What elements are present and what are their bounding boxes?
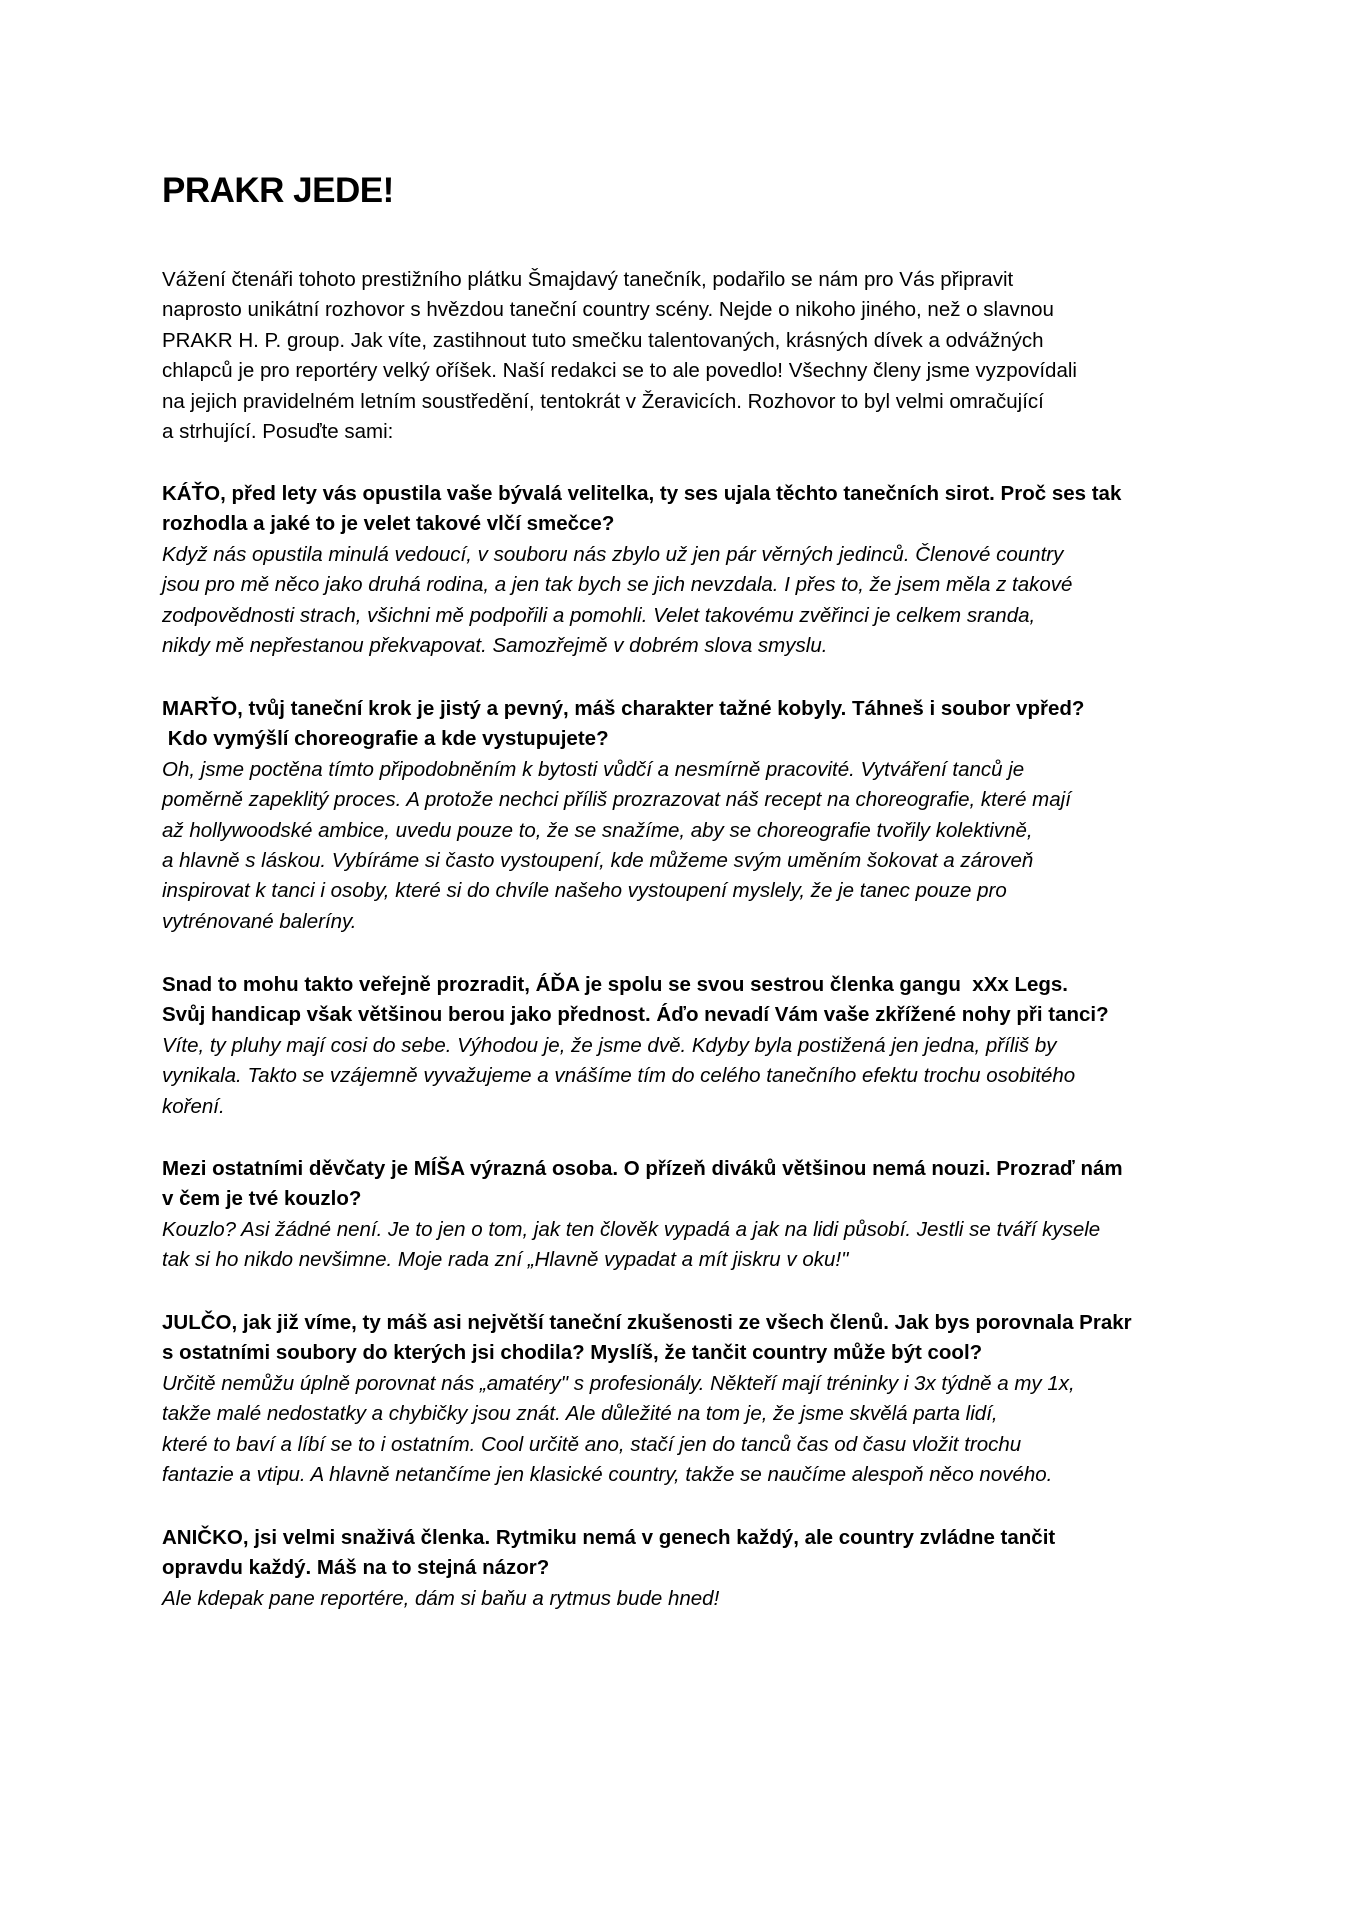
question-line: opravdu každý. Máš na to stejná názor? [162,1556,550,1580]
answer-line: Ale kdepak pane reportére, dám si baňu a rytmus bude hned! [162,1586,720,1610]
answer [162,755,1222,937]
answer [162,540,1222,662]
interview-section-6 [162,1523,1222,1614]
question [162,970,1222,1031]
interview-section-1 [162,479,1222,661]
answer-line: nikdy mě nepřestanou překvapovat. Samozřejmě v dobrém slova smyslu. [162,633,828,657]
answer-line: vynikala. Takto se vzájemně vyvažujeme a vnášíme tím do celého tanečního efektu trochu osobitého [162,1064,1076,1088]
question [162,1523,1222,1584]
answer-line: které to baví a líbí se to i ostatním. Cool určitě ano, stačí jen do tanců čas od času vložit trochu [162,1432,1022,1456]
document-title: PRAKR JEDE! [162,171,394,210]
answer [162,1031,1222,1122]
intro-paragraph [162,265,1222,447]
question-line: s ostatními soubory do kterých jsi chodila? Myslíš, že tančit country může být cool? [162,1341,983,1365]
answer-line: koření. [162,1094,225,1118]
intro-line: na jejich pravidelném letním soustředění, tentokrát v Žeravicích. Rozhovor to byl velmi omračující [162,389,1044,413]
intro-line: chlapců je pro reportéry velký oříšek. Naší redakci se to ale povedlo! Všechny členy jsme vyzpovídali [162,359,1077,383]
intro-line: PRAKR H. P. group. Jak víte, zastihnout tuto smečku talentovaných, krásných dívek a odvážných [162,328,1044,352]
answer-line: zodpovědnosti strach, všichni mě podpořili a pomohli. Velet takovému zvěřinci je celkem sranda, [162,603,1036,627]
answer-line: jsou pro mě něco jako druhá rodina, a jen tak bych se jich nevzdala. I přes to, že jsem měla z takové [162,573,1073,597]
answer-line: vytrénované baleríny. [162,909,357,933]
question-line: v čem je tvé kouzlo? [162,1187,362,1211]
answer-line: poměrně zapeklitý proces. A protože nechci příliš prozrazovat náš recept na choreografie, které mají [162,788,1071,812]
question-line: Kdo vymýšlí choreografie a kde vystupujete? [162,727,609,751]
question-line: KÁŤO, před lety vás opustila vaše bývalá velitelka, ty ses ujala těchto tanečních sirot. Proč ses tak [162,482,1122,505]
question [162,479,1222,540]
answer-line: takže malé nedostatky a chybičky jsou znát. Ale důležité na tom je, že jsme skvělá parta lidí, [162,1402,998,1426]
answer-line: fantazie a vtipu. A hlavně netančíme jen klasické country, takže se naučíme alespoň něco nového. [162,1462,1053,1486]
question-line: JULČO, jak již víme, ty máš asi největší taneční zkušenosti ze všech členů. Jak bys porovnala Prakr [162,1311,1132,1334]
interview-section-3 [162,970,1222,1122]
question-line: Snad to mohu takto veřejně prozradit, ÁĎA je spolu se svou sestrou členka gangu xXx Legs. [162,973,1069,996]
answer-line: tak si ho nikdo nevšimne. Moje rada zní „Hlavně vypadat a mít jiskru v oku!" [162,1248,849,1272]
question-line: ANIČKO, jsi velmi snaživá členka. Rytmiku nemá v genech každý, ale country zvládne tančit [162,1526,1056,1549]
question-line: Svůj handicap však většinou berou jako přednost. Áďo nevadí Vám vaše zkřížené nohy při tanci? [162,1003,1109,1027]
question [162,1308,1222,1369]
question [162,1154,1222,1215]
answer-line: Když nás opustila minulá vedoucí, v souboru nás zbylo už jen pár věrných jedinců. Členové country [162,542,1064,566]
answer [162,1215,1222,1276]
question [162,694,1222,755]
interview-section-4 [162,1154,1222,1276]
question-line: Mezi ostatními děvčaty je MÍŠA výrazná osoba. O přízeň diváků většinou nemá nouzi. Prozraď nám [162,1157,1123,1180]
answer [162,1369,1222,1491]
answer-line: a hlavně s láskou. Vybíráme si často vystoupení, kde můžeme svým uměním šokovat a zároveň [162,848,1034,872]
interview-section-5 [162,1308,1222,1490]
answer [162,1584,1222,1614]
question-line: rozhodla a jaké to je velet takové vlčí smečce? [162,512,615,536]
answer-line: až hollywoodské ambice, uvedu pouze to, že se snažíme, aby se choreografie tvořily kolektivně, [162,818,1033,842]
answer-line: Určitě nemůžu úplně porovnat nás „amatéry" s profesionály. Někteří mají tréninky i 3x týdně a my 1x, [162,1371,1075,1395]
answer-line: Oh, jsme poctěna tímto připodobněním k bytosti vůdčí a nesmírně pracovité. Vytváření tanců je [162,757,1025,781]
intro-line: Vážení čtenáři tohoto prestižního plátku Šmajdavý tanečník, podařilo se nám pro Vás připravit [162,268,1014,291]
question-line: MARŤO, tvůj taneční krok je jistý a pevný, máš charakter tažné kobyly. Táhneš i soubor vpřed? [162,697,1085,720]
answer-line: inspirovat k tanci i osoby, které si do chvíle našeho vystoupení myslely, že je tanec pouze pro [162,879,1007,903]
interview-section-2 [162,694,1222,937]
intro-line: a strhující. Posuďte sami: [162,419,394,443]
intro-line: naprosto unikátní rozhovor s hvězdou taneční country scény. Nejde o nikoho jiného, než o slavnou [162,298,1054,322]
answer-line: Víte, ty pluhy mají cosi do sebe. Výhodou je, že jsme dvě. Kdyby byla postižená jen jedna, příliš by [162,1033,1057,1057]
answer-line: Kouzlo? Asi žádné není. Je to jen o tom, jak ten člověk vypadá a jak na lidi působí. Jestli se tváří kysele [162,1217,1101,1241]
